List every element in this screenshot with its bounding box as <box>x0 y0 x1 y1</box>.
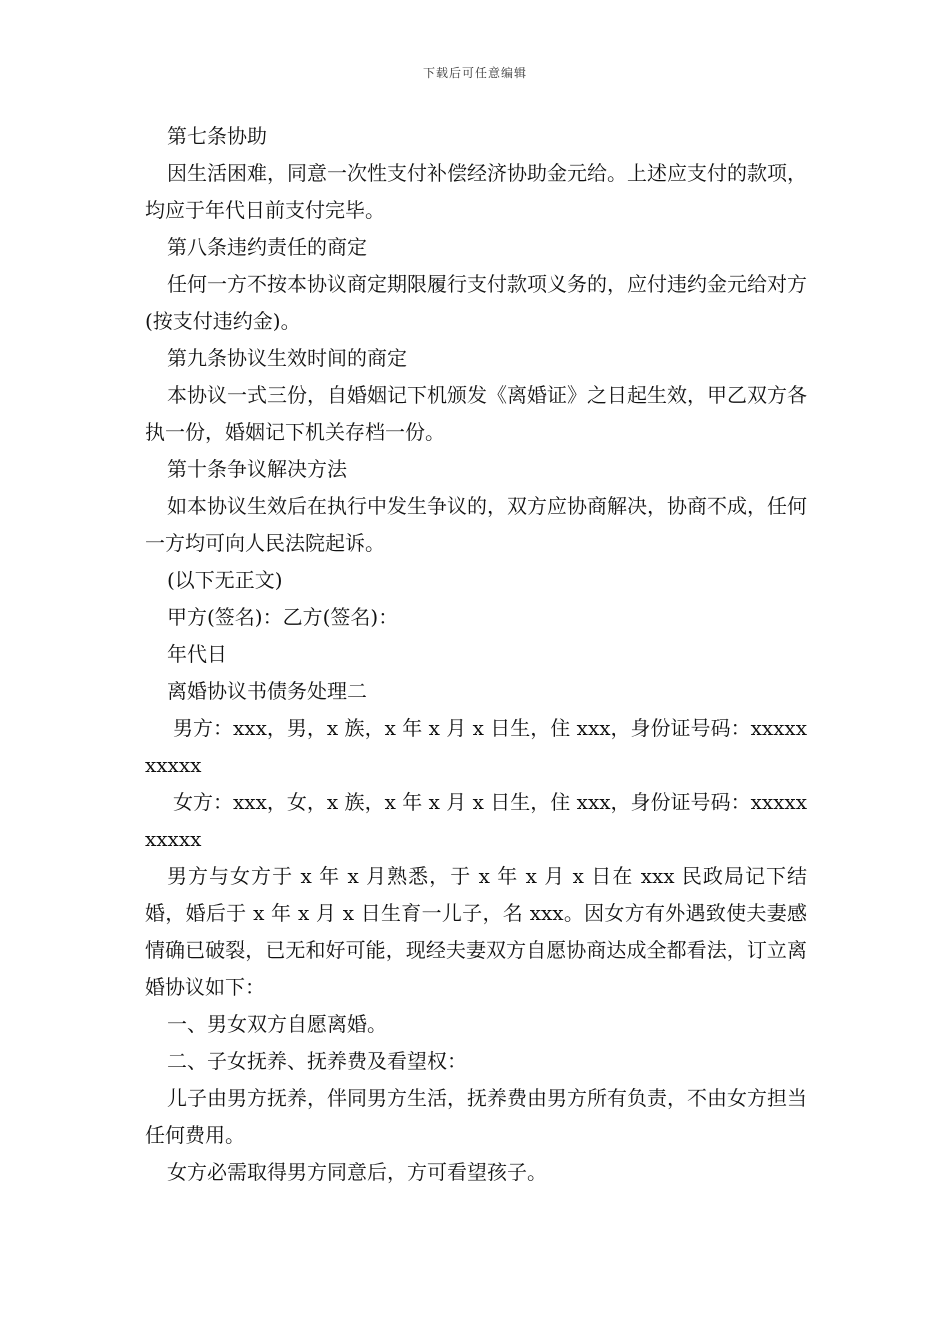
article-10-body: 如本协议生效后在执行中发生争议的，双方应协商解决，协商不成，任何一方均可向人民法院起诉。 <box>145 494 807 555</box>
page-header-note: 下载后可任意编辑 <box>422 66 527 80</box>
clause-2-custody: 儿子由男方抚养，伴同男方生活，抚养费由男方所有负责，不由女方担当任何费用。 <box>145 1086 807 1147</box>
clause-1: 一、男女双方自愿离婚。 <box>167 1012 387 1036</box>
article-8-heading: 第八条违约责任的商定 <box>167 235 367 259</box>
article-7-heading: 第七条协助 <box>167 124 267 148</box>
article-10-heading: 第十条争议解决方法 <box>167 457 347 481</box>
article-8-body: 任何一方不按本协议商定期限履行支付款项义务的，应付违约金元给对方(按支付违约金)。 <box>145 272 807 333</box>
background-paragraph: 男方与女方于 x 年 x 月熟悉，于 x 年 x 月 x 日在 xxx 民政局记下结婚，婚后于 x 年 x 月 x 日生育一儿子，名 xxx。因女方有外遇致使夫妻感情确已破裂，已无和好可能，现经夫妻双方自愿协商达成全都看法，订立离婚协议如下： <box>145 864 807 999</box>
male-party-info: 男方：xxx，男，x 族，x 年 x 月 x 日生，住 xxx，身份证号码：xxxxxxxxxx <box>145 716 807 777</box>
female-party-info: 女方：xxx，女，x 族，x 年 x 月 x 日生，住 xxx，身份证号码：xxxxxxxxxx <box>145 790 807 851</box>
article-9-body: 本协议一式三份，自婚姻记下机颁发《离婚证》之日起生效，甲乙双方各执一份，婚姻记下机关存档一份。 <box>145 383 807 444</box>
article-9-heading: 第九条协议生效时间的商定 <box>167 346 407 370</box>
clause-2-heading: 二、子女抚养、抚养费及看望权： <box>167 1049 467 1073</box>
article-7-body: 因生活困难，同意一次性支付补偿经济协助金元给。上述应支付的款项，均应于年代日前支付完毕。 <box>145 161 807 222</box>
document-body <box>145 118 807 1191</box>
date-line: 年代日 <box>167 642 227 666</box>
no-further-text-note: (以下无正文) <box>167 568 283 592</box>
clause-2-visitation: 女方必需取得男方同意后，方可看望孩子。 <box>167 1160 547 1184</box>
section-title: 离婚协议书债务处理二 <box>167 679 367 703</box>
signature-line: 甲方(签名)：乙方(签名)： <box>167 605 399 629</box>
